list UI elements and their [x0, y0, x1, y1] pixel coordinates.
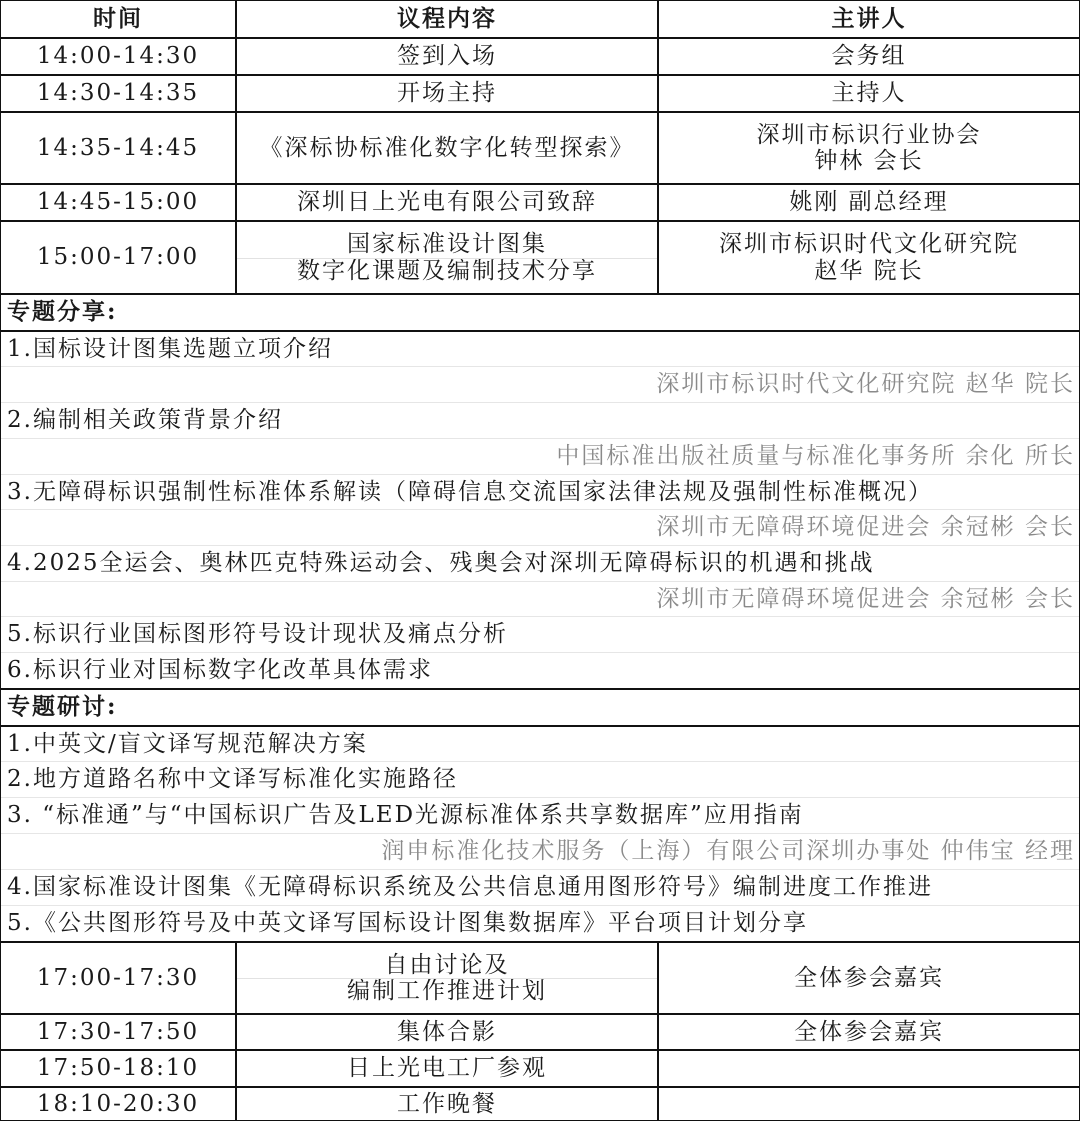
section-title-row: [1, 688, 1079, 725]
content-cell: 集体合影: [235, 1015, 657, 1049]
list-item: [1, 905, 1079, 941]
topic-text: 3. “标准通”与“中国标识广告及LED光源标准体系共享数据库”应用指南: [7, 802, 804, 829]
topic-speaker: 润申标准化技术服务（上海）有限公司深圳办事处 仲伟宝 经理: [381, 838, 1075, 865]
content-cell: [235, 222, 657, 293]
time-cell: 14:45-15:00: [36, 189, 200, 216]
speaker-cell: 全体参会嘉宾: [657, 1015, 1079, 1049]
cell-divider: [237, 258, 657, 259]
speaker-cell: [657, 1088, 1079, 1120]
time-cell: 14:35-14:45: [36, 134, 200, 161]
topic-speaker: 深圳市标识时代文化研究院 赵华 院长: [656, 371, 1075, 398]
content-cell: 日上光电工厂参观: [235, 1051, 657, 1086]
list-item-speaker: [1, 509, 1079, 545]
content-line: 编制工作推进计划: [347, 978, 547, 1004]
time-cell: 14:30-14:35: [36, 80, 200, 107]
content-line: 自由讨论及: [384, 951, 510, 978]
list-item-speaker: [1, 366, 1079, 402]
time-cell: 17:00-17:30: [36, 964, 200, 991]
speaker-cell: [657, 113, 1079, 183]
topic-text: 2.编制相关政策背景介绍: [7, 407, 283, 434]
content-line: 国家标准设计图集: [347, 231, 547, 258]
time-cell: 14:00-14:30: [36, 43, 200, 70]
content-cell: 工作晚餐: [235, 1088, 657, 1120]
list-item-speaker: [1, 438, 1079, 474]
header-speaker: 主讲人: [657, 1, 1079, 37]
content-cell: 签到入场: [235, 39, 657, 74]
table-row: [1, 37, 1079, 74]
list-item: [1, 869, 1079, 905]
table-row: [1, 74, 1079, 111]
speaker-name: 赵华 院长: [814, 257, 924, 284]
time-cell: 17:30-17:50: [36, 1018, 200, 1045]
topic-text: 1.中英文/盲文译写规范解决方案: [7, 730, 368, 757]
topic-speaker: 深圳市无障碍环境促进会 余冠彬 会长: [656, 585, 1075, 612]
topic-speaker: 中国标准出版社质量与标准化事务所 余化 所长: [556, 443, 1075, 470]
speaker-cell: 主持人: [657, 76, 1079, 111]
content-cell: 《深标协标准化数字化转型探索》: [235, 113, 657, 183]
table-row: [1, 220, 1079, 293]
topic-text: 4.国家标准设计图集《无障碍标识系统及公共信息通用图形符号》编制进度工作推进: [7, 874, 933, 901]
table-row: [1, 941, 1079, 1013]
topic-text: 5.《公共图形符号及中英文译写国标设计图集数据库》平台项目计划分享: [7, 910, 808, 937]
table-row: [1, 1086, 1079, 1120]
speaker-cell: 姚刚 副总经理: [657, 185, 1079, 220]
time-cell: 18:10-20:30: [36, 1090, 200, 1117]
list-item: [1, 545, 1079, 581]
list-item: [1, 652, 1079, 688]
list-item-speaker: [1, 581, 1079, 616]
content-cell: 开场主持: [235, 76, 657, 111]
content-cell: [235, 943, 657, 1013]
time-cell: 17:50-18:10: [36, 1055, 200, 1082]
content-cell: 深圳日上光电有限公司致辞: [235, 185, 657, 220]
cell-divider: [237, 978, 657, 979]
topic-text: 4.2025全运会、奥林匹克特殊运动会、残奥会对深圳无障碍标识的机遇和挑战: [7, 550, 875, 577]
speaker-org: 深圳市标识时代文化研究院: [719, 231, 1019, 258]
speaker-cell: [657, 1051, 1079, 1086]
table-header-row: [1, 1, 1079, 37]
list-item: [1, 761, 1079, 797]
list-item: [1, 797, 1079, 833]
speaker-name: 钟林 会长: [814, 148, 924, 174]
list-item-speaker: [1, 833, 1079, 869]
topic-text: 5.标识行业国标图形符号设计现状及痛点分析: [7, 621, 508, 648]
speaker-cell: 会务组: [657, 39, 1079, 74]
speaker-org: 深圳市标识行业协会: [756, 121, 982, 148]
list-item: [1, 725, 1079, 761]
table-row: [1, 1049, 1079, 1086]
list-item: [1, 330, 1079, 366]
list-item: [1, 474, 1079, 509]
list-item: [1, 616, 1079, 652]
list-item: [1, 402, 1079, 438]
table-row: [1, 183, 1079, 220]
content-line: 数字化课题及编制技术分享: [297, 257, 597, 284]
section-title-sharing: 专题分享:: [7, 298, 118, 326]
section-title-discussion: 专题研讨:: [7, 693, 118, 721]
header-time: 时间: [93, 4, 143, 32]
table-row: [1, 1013, 1079, 1049]
topic-text: 1.国标设计图集选题立项介绍: [7, 335, 333, 362]
section-title-row: [1, 293, 1079, 330]
topic-text: 2.地方道路名称中文译写标准化实施路径: [7, 766, 458, 793]
table-row: [1, 111, 1079, 183]
topic-speaker: 深圳市无障碍环境促进会 余冠彬 会长: [656, 514, 1075, 541]
topic-text: 6.标识行业对国标数字化改革具体需求: [7, 657, 433, 684]
topic-text: 3.无障碍标识强制性标准体系解读（障碍信息交流国家法律法规及强制性标准概况）: [7, 478, 933, 505]
speaker-cell: 全体参会嘉宾: [657, 943, 1079, 1013]
header-content: 议程内容: [235, 1, 657, 37]
time-cell: 15:00-17:00: [36, 244, 200, 271]
speaker-cell: [657, 222, 1079, 293]
